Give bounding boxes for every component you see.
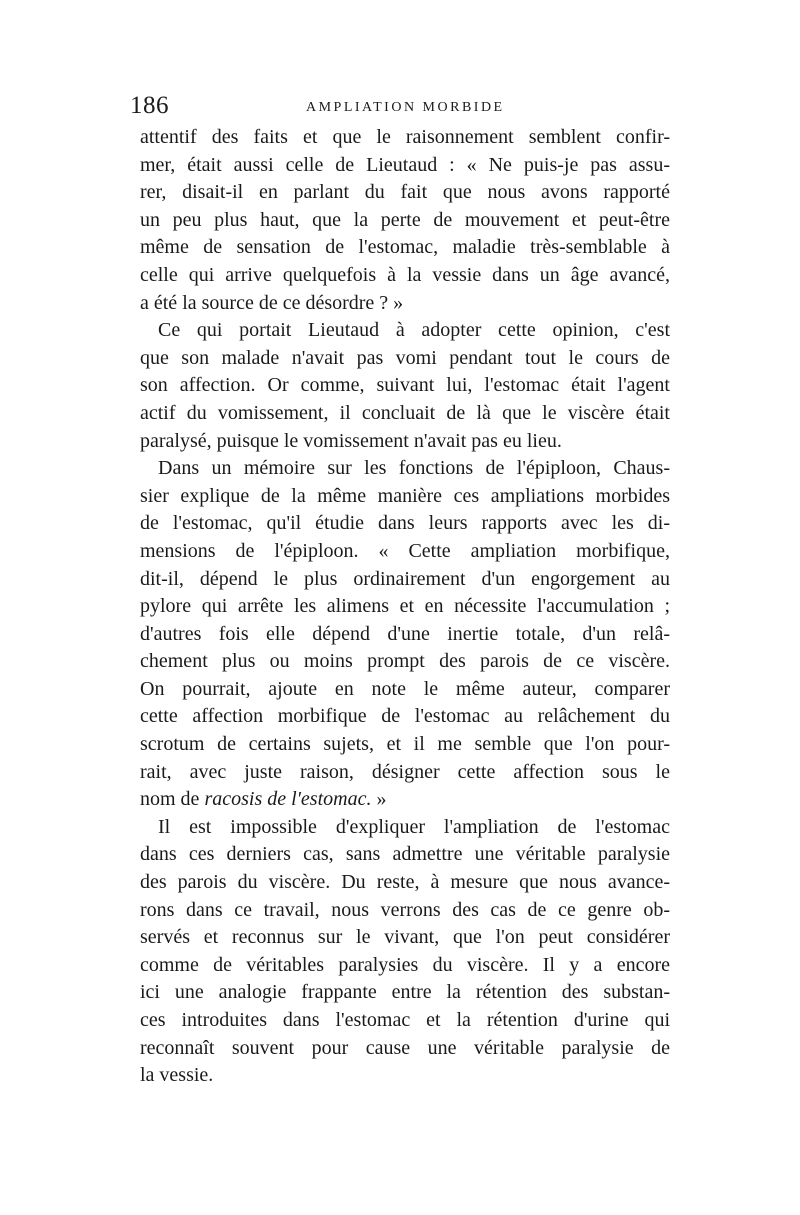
text-segment: nom de <box>140 788 205 811</box>
text-line: mensions de l'épiploon. « Cette ampliation morbifique, <box>140 539 670 562</box>
running-title: AMPLIATION MORBIDE <box>306 100 505 115</box>
italic-term: racosis de l'estomac. <box>204 788 372 811</box>
text-line: dans ces derniers cas, sans admettre une véritable paralysie <box>140 843 670 866</box>
text-line: que son malade n'avait pas vomi pendant tout le cours de <box>140 346 670 369</box>
text-line: sier explique de la même manière ces ampliations morbides <box>140 484 670 507</box>
page-number: 186 <box>130 92 169 119</box>
text-line: son affection. Or comme, suivant lui, l'estomac était l'agent <box>140 374 670 397</box>
text-line: comme de véritables paralysies du viscère. Il y a encore <box>140 953 670 976</box>
text-line: On pourrait, ajoute en note le même auteur, comparer <box>140 677 670 700</box>
text-line: Dans un mémoire sur les fonctions de l'épiploon, Chaus- <box>158 457 670 480</box>
text-line: de l'estomac, qu'il étudie dans leurs rapports avec les di- <box>140 512 670 535</box>
text-line: d'autres fois elle dépend d'une inertie totale, d'un relâ- <box>140 622 670 645</box>
text-line: rons dans ce travail, nous verrons des cas de ce genre ob- <box>140 898 670 921</box>
text-line: attentif des faits et que le raisonnement semblent confir- <box>140 126 670 148</box>
body-text <box>140 124 670 1090</box>
running-header <box>130 92 675 122</box>
text-line: cette affection morbifique de l'estomac au relâchement du <box>140 705 670 728</box>
text-line: ici une analogie frappante entre la rétention des substan- <box>140 981 670 1004</box>
text-line: reconnaît souvent pour cause une véritable paralysie de <box>140 1036 670 1059</box>
text-line: servés et reconnus sur le vivant, que l'on peut considérer <box>140 926 670 949</box>
text-line: celle qui arrive quelquefois à la vessie dans un âge avancé, <box>140 263 670 286</box>
text-line: Ce qui portait Lieutaud à adopter cette opinion, c'est <box>158 319 670 342</box>
text-line: pylore qui arrête les alimens et en nécessite l'accumulation ; <box>140 595 670 618</box>
text-line: rer, disait-il en parlant du fait que nous avons rapporté <box>140 181 670 204</box>
text-line: actif du vomissement, il concluait de là que le viscère était <box>140 401 670 424</box>
text-line: mer, était aussi celle de Lieutaud : « Ne puis-je pas assu- <box>140 153 670 176</box>
text-line: a été la source de ce désordre ? » <box>140 291 404 314</box>
text-line: Il est impossible d'expliquer l'ampliation de l'estomac <box>158 815 670 838</box>
text-line: rait, avec juste raison, désigner cette affection sous le <box>140 760 670 783</box>
text-line: des parois du viscère. Du reste, à mesure que nous avance- <box>140 871 670 894</box>
text-line: un peu plus haut, que la perte de mouvement et peut-être <box>140 208 670 231</box>
text-line: scrotum de certains sujets, et il me semble que l'on pour- <box>140 733 670 756</box>
text-line: la vessie. <box>140 1064 214 1087</box>
text-line <box>140 786 670 814</box>
text-line: même de sensation de l'estomac, maladie très-semblable à <box>140 236 670 259</box>
text-line: dit-il, dépend le plus ordinairement d'un engorgement au <box>140 567 670 590</box>
text-segment: » <box>371 788 387 811</box>
text-line: chement plus ou moins prompt des parois de ce viscère. <box>140 650 670 673</box>
text-line: ces introduites dans l'estomac et la rétention d'urine qui <box>140 1009 670 1031</box>
text-line: paralysé, puisque le vomissement n'avait pas eu lieu. <box>140 429 562 452</box>
